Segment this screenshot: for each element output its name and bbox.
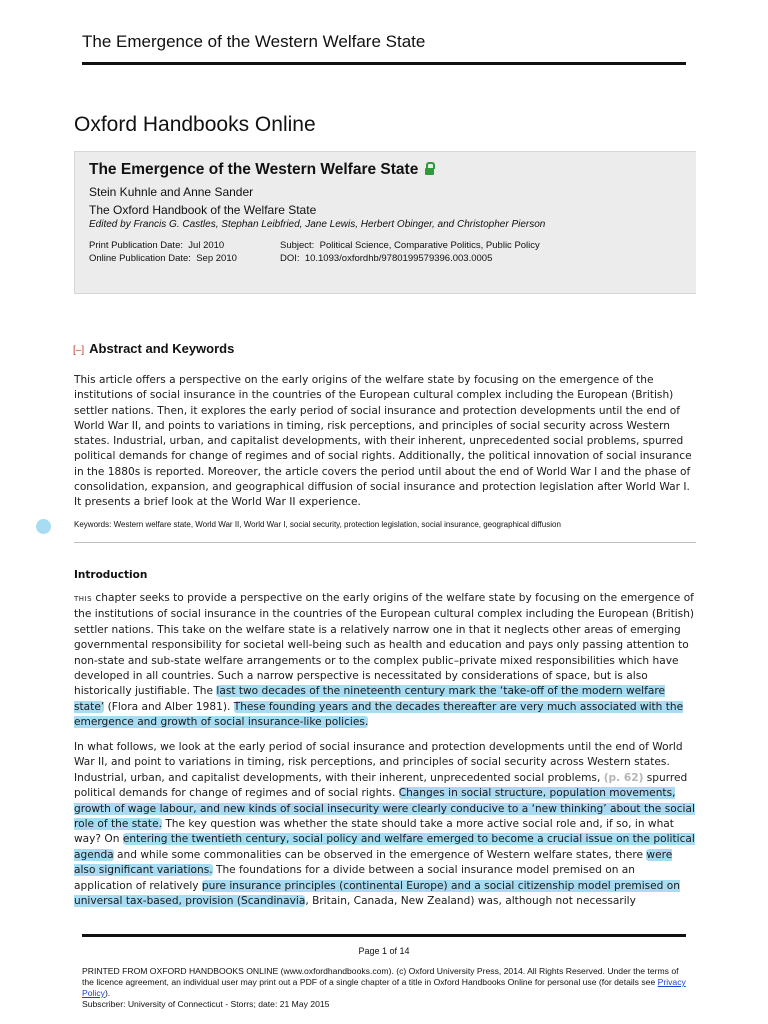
citation-box [74,151,696,294]
print-date: Print Publication Date: Jul 2010 [89,240,225,251]
intro-paragraph-2: In what follows, we look at the early period of social insurance and protection developments until the end of World War II, and point to variations in timing, risk perceptions, and principles of social security across Western states. Industrial, urban, and capitalist developments, with their inherent, unprecedented social problems, (p. 62) spurred political demands for change of regimes and of social rights. Changes in social structure, population movements, growth of wage labour, and new kinds of social insecurity were clearly conducive to a ‘new thinking’ about the social role of the state. The key question was whether the state should take a more active social role and, if so, in what way? On entering the twentieth century, social policy and welfare emerged to become a crucial issue on the political agenda and while some commonalities can be observed in the emergence of Western welfare states, there were also significant variations. The foundations for a divide between a social insurance model premised on an application of relatively pure insurance principles (continental Europe) and a social citizenship model premised on universal tax-based, provision (Scandinavia, Britain, Canada, New Zealand) was, although not necessarily [74,741,695,908]
subscriber-line: Subscriber: University of Connecticut - Storrs; date: 21 May 2015 [82,999,330,1009]
chapter-title [89,161,434,179]
editors: Edited by Francis G. Castles, Stephan Leibfried, Jane Lewis, Herbert Obinger, and Christopher Pierson [89,219,546,230]
abstract-heading-text: Abstract and Keywords [89,341,235,356]
subject-doi [280,239,690,265]
annotation-marker[interactable] [36,519,51,534]
keywords-list: Western welfare state, World War II, World War I, social security, protection legislation, social insurance, geographical diffusion [113,520,561,529]
keywords-rule [74,542,696,543]
introduction-heading: Introduction [74,569,148,581]
abstract-text: This article offers a perspective on the early origins of the welfare state by focusing on the emergence of the institutions of social insurance in the countries of the European cultural complex including the European (British) settler nations. Then, it explores the early period of social insurance and protection developments until the end of World War II, and points to variations in timing, risk perceptions, and principles of social security across Western states. Industrial, urban, and capitalist developments, with their inherent, unprecedented social problems, spurred political demands for change of regimes and of social rights. Additionally, the political innovation of social insurance in the 1880s is reported. Moreover, the article covers the period until about the end of World War I and the phase of consolidation, expansion, and geographical diffusion of social insurance and protection legislation after World War I. It presents a brief look at the World War II experience. [74,374,692,509]
publication-dates [89,239,274,265]
collapse-toggle[interactable]: [–] [73,345,85,356]
highlight[interactable]: pure insurance principles (continental Europe) and a social citizenship model premised on universal tax-based, provision (Scandinavia [74,879,680,908]
site-title: Oxford Handbooks Online [74,113,316,136]
footer-notice: PRINTED FROM OXFORD HANDBOOKS ONLINE (www.oxfordhandbooks.com). (c) Oxford University Press, 2014. All Rights Reserved. Under the terms of the licence agreement, an individual user may print out a PDF of a single chapter of a title in Oxford Handbooks Online for personal use (for details see Privacy Policy). Subscriber: University of Connecticut - Storrs; date: 21 May 2015 [82,966,686,1009]
chapter-title-text: The Emergence of the Western Welfare State [89,161,419,178]
lead-word: THIS [74,595,93,603]
highlight[interactable]: These founding years and the decades thereafter are very much associated with the emergence and growth of social insurance-like policies. [74,700,684,729]
page-number: Page 1 of 14 [358,946,410,956]
lock-icon [425,166,434,175]
highlight[interactable]: entering the twentieth century, social policy and welfare emerged to become a crucial issue on the political agenda [74,833,695,861]
header-rule [82,62,686,65]
footer-rule [82,934,686,937]
running-title: The Emergence of the Western Welfare State [82,32,426,51]
book-title: The Oxford Handbook of the Welfare State [89,203,317,217]
intro-paragraph-1: THIS chapter seeks to provide a perspective on the early origins of the welfare state by focusing on the emergence of the institutions of social insurance in the countries of the European cultural complex including the European (British) settler nations. This take on the welfare state is a relatively narrow one in that it neglects other areas of emerging governmental responsibility for societal well-being such as health and education and pays only passing attention to non-state and sub-state welfare arrangements or to the complex public–private mixed responsibilities which have developed in all countries. Such a narrow perspective is necessitated by considerations of space, but is also historically justifiable. The last two decades of the nineteenth century mark the ‘take-off of the modern welfare state’ (Flora and Alber 1981). These founding years and the decades thereafter are very much associated with the emergence and growth of social insurance-like policies. [74,592,695,729]
authors: Stein Kuhnle and Anne Sander [89,185,254,199]
page-reference: (p. 62) [603,771,644,784]
online-date: Online Publication Date: Sep 2010 [89,253,237,264]
privacy-policy-link[interactable]: Privacy Policy [82,977,686,998]
keywords [74,520,694,529]
doi: DOI: 10.1093/oxfordhb/9780199579396.003.0005 [280,253,493,264]
abstract-heading [73,341,234,356]
subject: Subject: Political Science, Comparative Politics, Public Policy [280,240,540,251]
keywords-label: Keywords: [74,520,112,529]
highlight[interactable]: last two decades of the nineteenth century mark the ‘take-off of the modern welfare state’ [74,685,665,713]
highlight[interactable]: were also significant variations. [74,848,673,877]
highlight[interactable]: Changes in social structure, population movements, growth of wage labour, and new kinds of social insecurity were clearly conducive to a ‘new thinking’ about the social role of the state. [74,787,695,831]
